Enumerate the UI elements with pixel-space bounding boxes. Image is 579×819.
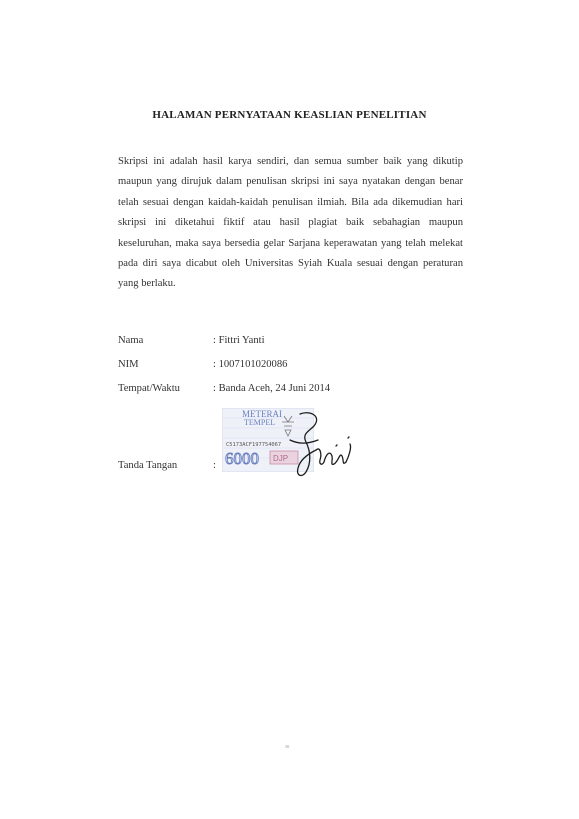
page-mark: ≡ [285, 742, 290, 751]
handwritten-signature [262, 410, 362, 482]
name-value: : Fittri Yanti [213, 335, 265, 346]
name-label: Nama [118, 335, 144, 346]
signature-label: Tanda Tangan [118, 460, 178, 471]
signature-colon: : [213, 460, 216, 471]
nim-label: NIM [118, 359, 139, 370]
stamp-line1: METERAI [242, 409, 282, 419]
stamp-line2: TEMPEL [244, 418, 276, 427]
place-date-label: Tempat/Waktu [118, 383, 180, 394]
stamp-value: 6000 [225, 449, 259, 468]
place-date-value: : Banda Aceh, 24 Juni 2014 [213, 383, 331, 394]
statement-paragraph: Skripsi ini adalah hasil karya sendiri, dan semua sumber baik yang dikutip maupun yang dirujuk dalam penulisan skripsi ini saya nyatakan dengan benar telah sesuai dengan kaidah-kaidah penulisan ilmiah. Bila ada dikemudian hari skripsi ini diketahui fiktif atau hasil plagiat baik sebahagian maupun keseluruhan, maka saya bersedia gelar Sarjana keperawatan yang telah melekat pada diri saya dicabut oleh Universitas Syiah Kuala sesuai dengan peraturan yang berlaku. [118, 156, 463, 290]
nim-value: : 1007101020086 [213, 359, 288, 370]
document-title: HALAMAN PERNYATAAN KEASLIAN PENELITIAN [152, 109, 427, 121]
stamp-suffix: DJP [273, 454, 289, 463]
stamp-serial: C5173ACF197754067 [226, 442, 282, 448]
